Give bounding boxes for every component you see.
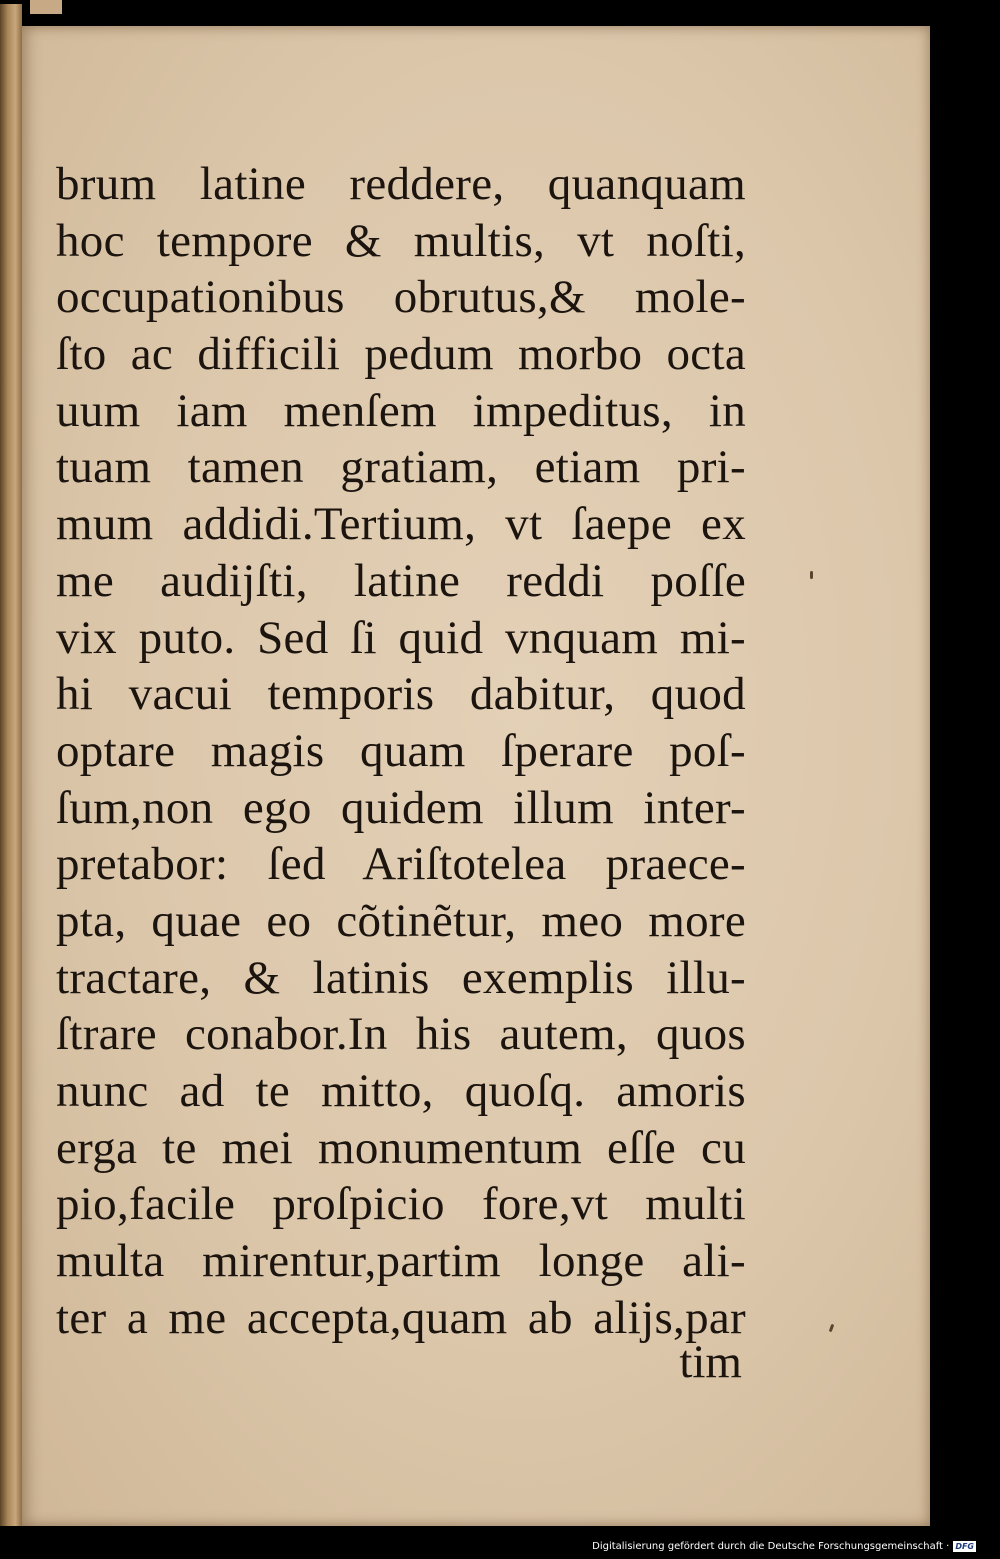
text-line: occupationibus obrutus,& mole- [56,271,746,324]
text-line: erga te mei monumentum eſſe cu [56,1121,746,1174]
text-line: vix puto. Sed ſi quid vnquam mi- [56,611,746,664]
text-line: tuam tamen gratiam, etiam pri- [56,441,746,494]
text-line: brum latine reddere, quanquam [56,158,746,210]
text-line: hoc tempore & multis, vt noſti, [56,214,746,267]
text-line: me audijſti, latine reddi poſſe [56,554,746,607]
digitization-credit [592,1538,976,1554]
text-line: tractare, & latinis exemplis illu- [56,951,746,1004]
text-line: ſum,non ego quidem illum inter- [56,781,746,834]
paper-speck [810,571,813,579]
credit-text: Digitalisierung gefördert durch die Deutsche Forschungsgemeinschaft · [592,1540,950,1552]
text-line: ſtrare conabor.In his autem, quos [56,1008,746,1061]
text-line: pretabor: ſed Ariſtotelea praece- [56,838,746,891]
catchword: tim [679,1336,742,1388]
page-tab [30,0,62,14]
text-line: pta, quae eo cõtinẽtur, meo more [56,894,746,947]
text-line: ter a me accepta,quam ab alijs,par [56,1291,746,1344]
dfg-logo-icon: DFG [955,1541,974,1551]
page-text [56,156,746,1346]
text-line: nunc ad te mitto, quoſq. amoris [56,1065,746,1117]
text-line: hi vacui temporis dabitur, quod [56,668,746,721]
book-edge [0,4,22,1526]
book-page [22,26,930,1526]
text-line: pio,facile proſpicio fore,vt multi [56,1178,746,1231]
text-line: uum iam menſem impeditus, in [56,384,746,437]
text-line: optare magis quam ſperare poſ- [56,724,746,777]
text-line: multa mirentur,partim longe ali- [56,1235,746,1288]
paper-speck [829,1324,835,1333]
text-line: ſto ac difficili pedum morbo octa [56,328,746,381]
text-line: mum addidi.Tertium, vt ſaepe ex [56,498,746,551]
